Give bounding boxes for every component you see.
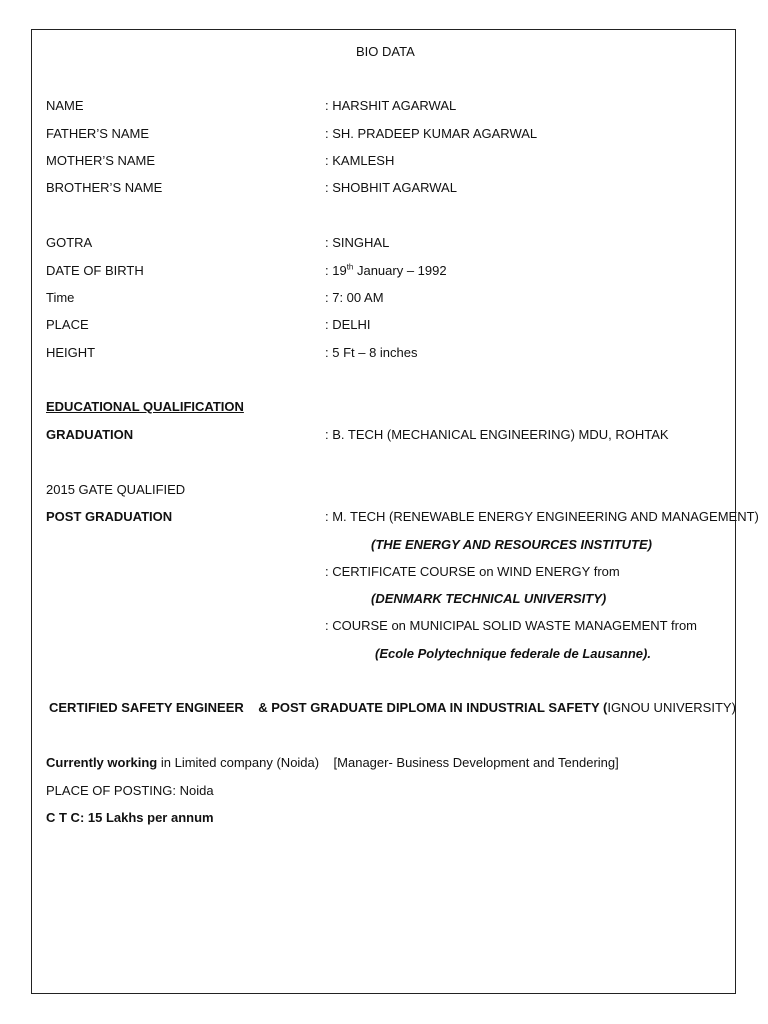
dob-day: : 19 [325,263,347,278]
gotra-label: GOTRA [46,235,93,250]
dob-value [325,263,447,279]
gate-qualified: 2015 GATE QUALIFIED [46,482,186,497]
certificate-institute: (DENMARK TECHNICAL UNIVERSITY) [371,591,607,606]
document-title: BIO DATA [356,44,415,59]
post-graduation-label: POST GRADUATION [46,509,173,524]
place-of-posting: PLACE OF POSTING: Noida [46,783,214,798]
time-value: : 7: 00 AM [325,290,384,305]
safety-qualification [49,700,736,716]
name-label: NAME [46,98,84,113]
education-heading: EDUCATIONAL QUALIFICATION [46,399,244,414]
name-value: : HARSHIT AGARWAL [325,98,457,113]
mother-name-label: MOTHER’S NAME [46,153,156,168]
msw-course: : COURSE on MUNICIPAL SOLID WASTE MANAGEMENT from [325,618,698,633]
father-name-label: FATHER’S NAME [46,126,150,141]
brother-name-label: BROTHER’S NAME [46,180,163,195]
current-employment [46,755,619,771]
post-graduation-value: : M. TECH (RENEWABLE ENERGY ENGINEERING AND MANAGEMENT) [325,509,759,524]
place-value: : DELHI [325,317,371,332]
dob-ordinal: th [346,262,354,272]
time-label: Time [46,290,75,305]
height-label: HEIGHT [46,345,96,360]
brother-name-value: : SHOBHIT AGARWAL [325,180,457,195]
dob-label: DATE OF BIRTH [46,263,144,278]
graduation-label: GRADUATION [46,427,134,442]
safety-certifications: CERTIFIED SAFETY ENGINEER & POST GRADUATE DIPLOMA IN INDUSTRIAL SAFETY ( [49,700,608,715]
msw-institute: (Ecole Polytechnique federale de Lausanne). [375,646,651,661]
currently-working-label: Currently working [46,755,158,770]
father-name-value: : SH. PRADEEP KUMAR AGARWAL [325,126,538,141]
gotra-value: : SINGHAL [325,235,390,250]
pg-institute: (THE ENERGY AND RESOURCES INSTITUTE) [371,537,652,552]
ctc: C T C: 15 Lakhs per annum [46,810,214,825]
mother-name-value: : KAMLESH [325,153,395,168]
employment-details: in Limited company (Noida) [Manager- Business Development and Tendering] [157,755,619,770]
certificate-course: : CERTIFICATE COURSE on WIND ENERGY from [325,564,620,579]
safety-university: IGNOU UNIVERSITY) [607,700,736,715]
height-value: : 5 Ft – 8 inches [325,345,418,360]
dob-month-year: January – 1992 [353,263,447,278]
place-label: PLACE [46,317,89,332]
graduation-value: : B. TECH (MECHANICAL ENGINEERING) MDU, ROHTAK [325,427,669,442]
